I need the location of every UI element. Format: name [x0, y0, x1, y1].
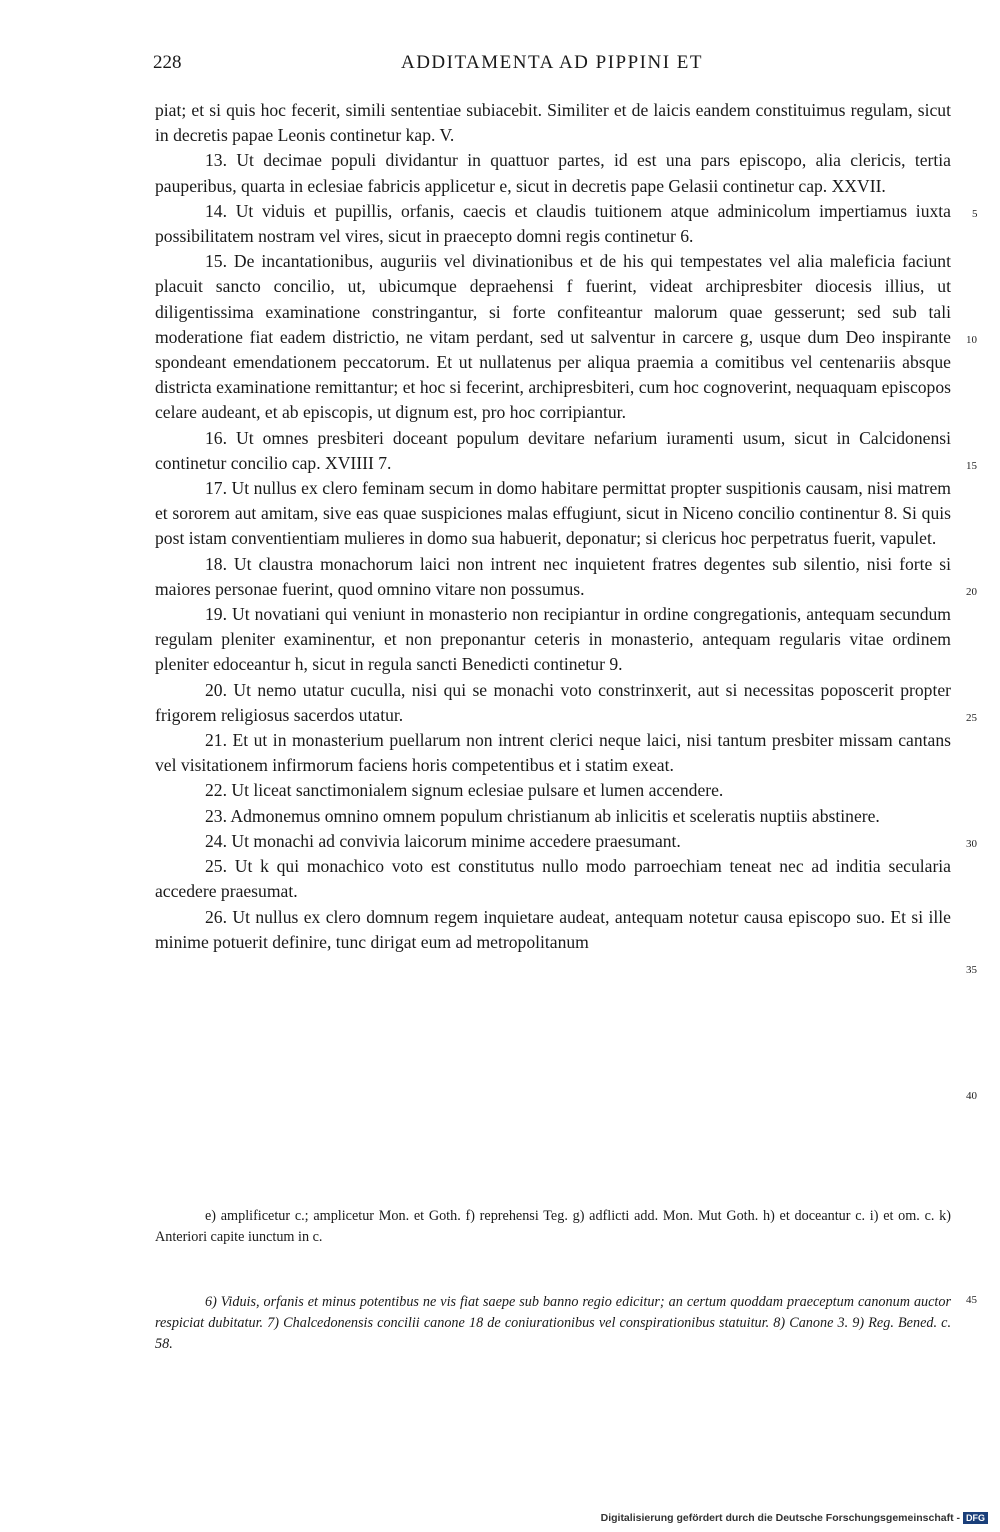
paragraph: 16. Ut omnes presbiteri doceant populum devitare nefarium iuramenti usum, sicut in Calcidonensi continetur concilio cap. XVIIII 7. [155, 427, 951, 473]
line-number: 15 [966, 460, 977, 472]
paragraph: 22. Ut liceat sanctimonialem signum eclesiae pulsare et lumen accendere. [205, 780, 724, 801]
line-number: 30 [966, 838, 977, 850]
line-number: 40 [966, 1090, 977, 1102]
paragraph: 17. Ut nullus ex clero feminam secum in domo habitare permittat propter suspitionis causam, nisi matrem et sororem aut amitam, sive eas quae suspiciones malas effugiunt, sicut in Niceno concilio continentur 8. Si quis post istam conventientiam mulieres in domo sua habuerit, deponatur; si clericus hoc perpetratus fuerit, vapulet. [155, 478, 951, 549]
source-notes [155, 1292, 951, 1355]
paragraph: 21. Et ut in monasterium puellarum non intrent clerici neque laici, nisi tantum presbiter missam cantans vel visitationem infirmorum faciens horis competentibus et i statim exeat. [155, 730, 951, 776]
line-number: 45 [966, 1294, 977, 1306]
paragraph: 18. Ut claustra monachorum laici non intrent nec inquietent fratres degentes sub silentio, nisi forte si maiores personae fuerint, quod omnino vitare non possumus. [155, 553, 951, 599]
credit-text: Digitalisierung gefördert durch die Deutsche Forschungsgemeinschaft - [600, 1512, 960, 1524]
paragraph: 20. Ut nemo utatur cuculla, nisi qui se monachi voto constrinxerit, aut si necessitas poposcerit propter frigorem religiosus sacerdos utatur. [155, 679, 951, 725]
line-number: 25 [966, 712, 977, 724]
line-number: 5 [972, 208, 978, 220]
page-header [153, 52, 951, 76]
paragraph: 19. Ut novatiani qui veniunt in monasterio non recipiantur in ordine congregationis, antequam secundum regulam pleniter examinentur, et non preponantur ceteris in monasterio, antequam regularis vitae ordinem pleniter edoceantur h, sicut in regula sancti Benedicti continetur 9. [155, 604, 951, 675]
paragraph: 13. Ut decimae populi dividantur in quattuor partes, id est una pars episcopo, alia clericis, tertia pauperibus, quarta in eclesiae fabricis applicetur e, sicut in decretis pape Gelasii continetur cap. XXVII. [155, 150, 951, 196]
running-title: ADDITAMENTA AD PIPPINI ET [400, 52, 704, 73]
page-number: 228 [153, 52, 182, 73]
digitization-credit [601, 1512, 988, 1524]
paragraph: 26. Ut nullus ex clero domnum regem inquietare audeat, antequam notetur causa episcopo suo. Et si ille minime potuerit definire, tunc dirigat eum ad metropolitanum [155, 906, 951, 952]
line-number: 10 [966, 334, 977, 346]
paragraph: piat; et si quis hoc fecerit, simili sententiae subiacebit. Similiter et de laicis eandem constituimus regulam, sicut in decretis papae Leonis continetur kap. V. [155, 100, 951, 146]
source-note: 6) Viduis, orfanis et minus potentibus ne vis fiat saepe sub banno regio edicitur; an certum quoddam praeceptum canonum auctor respiciat dubitatur. 7) Chalcedonensis concilii canone 18 de coniurationibus vel conspirationibus statuitur. 8) Canone 3. 9) Reg. Bened. c. 58. [155, 1294, 951, 1352]
variant-notes [155, 1206, 951, 1248]
paragraph: 24. Ut monachi ad convivia laicorum minime accedere praesumant. [205, 830, 681, 851]
line-number: 35 [966, 964, 977, 976]
paragraph: 23. Admonemus omnino omnem populum christianum ab inlicitis et sceleratis nuptiis abstinere. [205, 805, 880, 826]
paragraph: 25. Ut k qui monachico voto est constitutus nullo modo parroechiam teneat nec ad inditia secularia accedere praesumat. [155, 856, 951, 902]
main-text [155, 98, 951, 955]
variant-note: e) amplificetur c.; amplicetur Mon. et Goth. f) reprehensi Teg. g) adflicti add. Mon. Mut Goth. h) et doceantur c. i) et om. c. k) Anteriori capite iunctum in c. [155, 1208, 951, 1245]
line-number: 20 [966, 586, 977, 598]
dfg-logo: DFG [963, 1512, 988, 1524]
paragraph: 14. Ut viduis et pupillis, orfanis, caecis et claudis tuitionem atque adminicolum impertiamus iuxta possibilitatem nostram vel vires, sicut in praecepto domni regis continetur 6. [155, 200, 951, 247]
paragraph: 15. De incantationibus, auguriis vel divinationibus et de his qui tempestates vel alia maleficia faciunt placuit sancto concilio, ut, ubicumque depraehensi f fuerint, videat archipresbiter diocesis illius, ut diligentissima examinatione constringantur, si forte confiteantur malorum quae gesserunt; sed sub tali moderatione fiat eadem districtio, ne vitam perdant, sed ut salventur in carcere g, usque dum Deo inspirante spondeant emendationem peccatorum. Et ut nullatenus per aliqua praemia a comitibus vel centenariis absque districta examinatione remittantur; et hoc si fecerint, archipresbiteri, cum hoc cognoverint, nequaquam episcopos celare audeant, et ab episcopis, ut dignum est, pro hoc corripiantur. [155, 251, 951, 423]
